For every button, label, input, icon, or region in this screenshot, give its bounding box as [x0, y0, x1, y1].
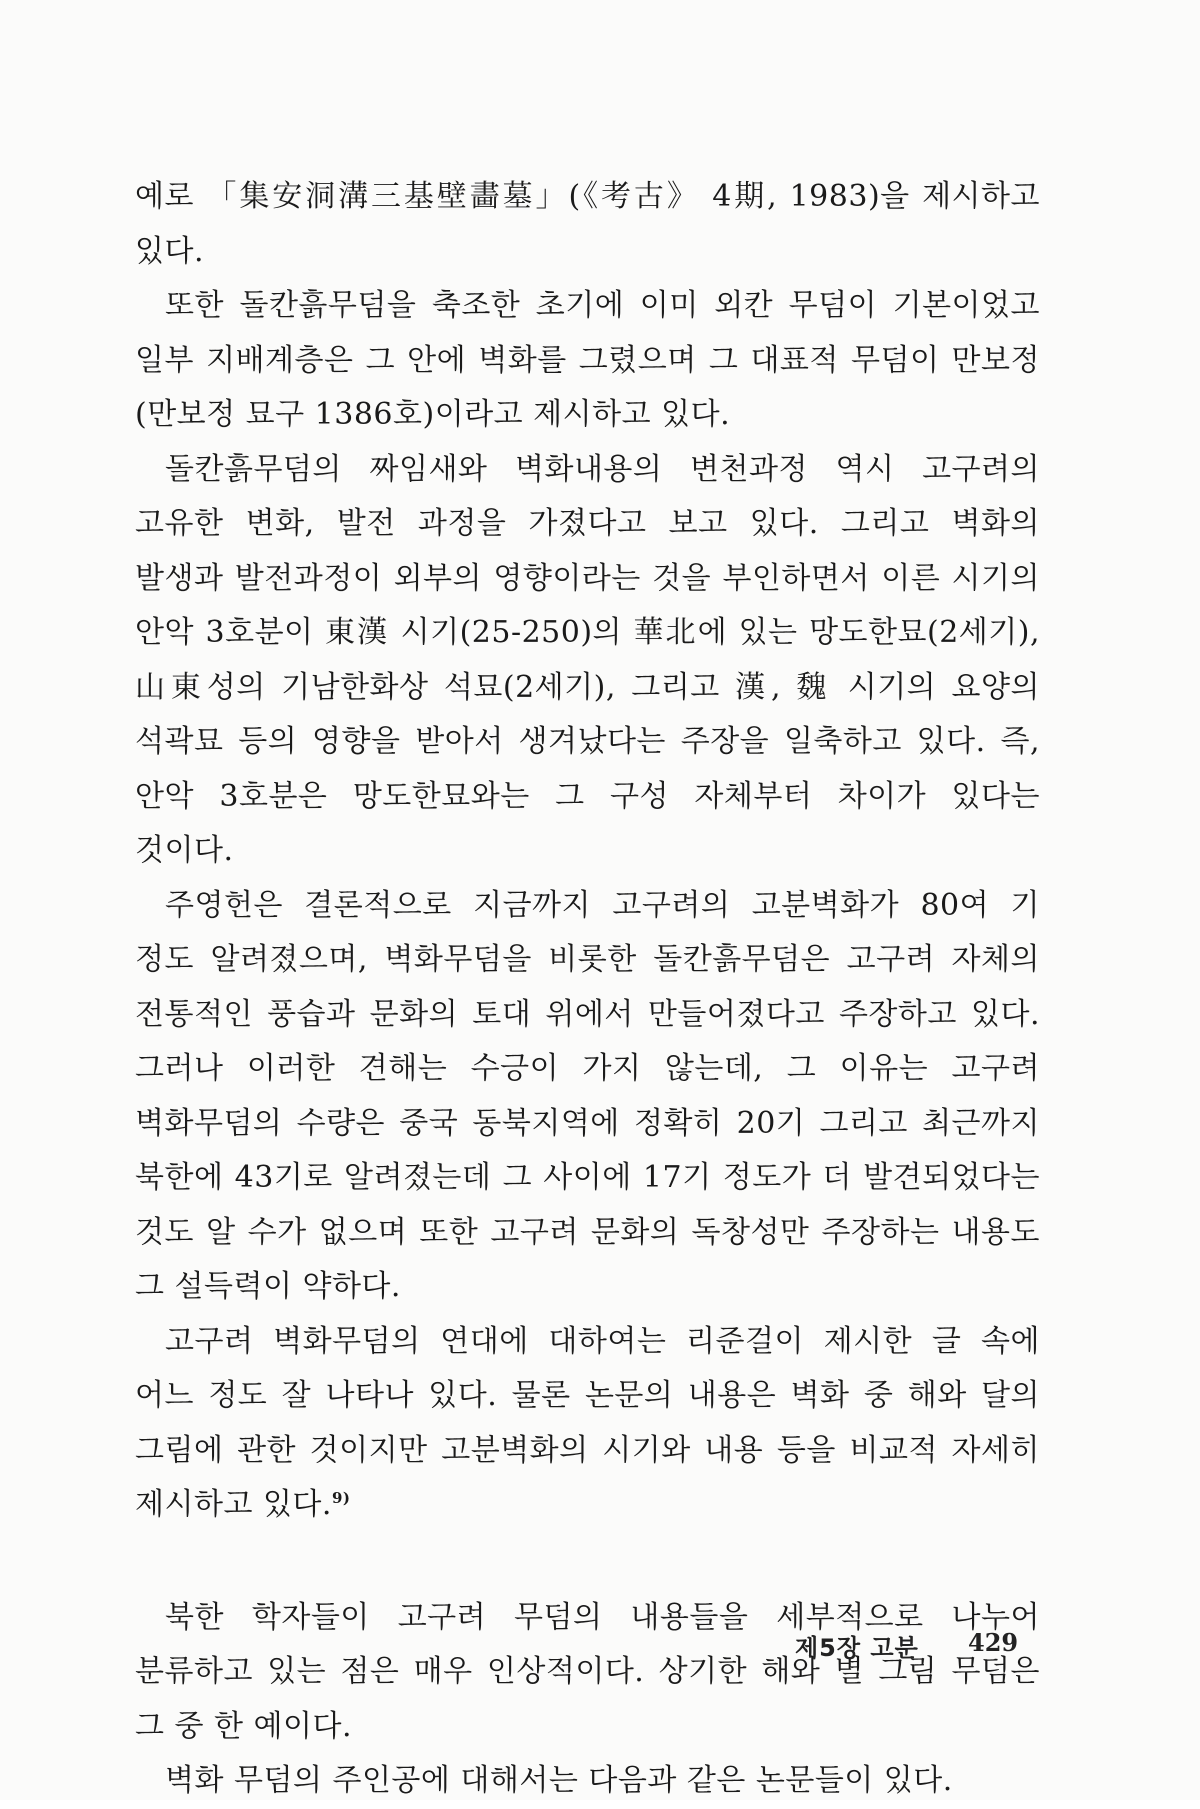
paragraph-6: 북한 학자들이 고구려 무덤의 내용들을 세부적으로 나누어 분류하고 있는 점은 매우 인상적이다. 상기한 해와 별 그림 무덤은 그 중 한 예이다. [135, 1599, 1040, 1744]
footnote-marker: 9) [331, 1489, 351, 1507]
paragraph-3: 돌칸흙무덤의 짜임새와 벽화내용의 변천과정 역시 고구려의 고유한 변화, 발전 과정을 가졌다고 보고 있다. 그리고 벽화의 발생과 발전과정이 외부의 영향이라는 것을 부인하면서 이른 시기의 안악 3호분이 東漢 시기(25-250)의 華北에 있는 망도한묘(2세기), 山東성의 기남한화상 석묘(2세기), 그리고 漢, 魏 시기의 요양의 석곽묘 등의 영향을 받아서 생겨났다는 주장을 일축하고 있다. 즉, 안악 3호분은 망도한묘와는 그 구성 자체부터 차이가 있다는 것이다. [135, 451, 1040, 868]
paragraph-1: 예로 「集安洞溝三基壁畵墓」(《考古》 4期, 1983)을 제시하고 있다. [135, 179, 1040, 269]
page-number: 429 [968, 1628, 1019, 1657]
chapter-title: 제5장 고분 [795, 1634, 919, 1662]
body-text [135, 170, 1040, 1809]
paragraph-5 [135, 1315, 1040, 1533]
section-gap [135, 1533, 1040, 1591]
paragraph-2: 또한 돌칸흙무덤을 축조한 초기에 이미 외칸 무덤이 기본이었고 일부 지배계층은 그 안에 벽화를 그렸으며 그 대표적 무덤이 만보정(만보정 묘구 1386호)이라고 제시하고 있다. [135, 288, 1040, 432]
paragraph-5-text: 고구려 벽화무덤의 연대에 대하여는 리준걸이 제시한 글 속에 어느 정도 잘 나타나 있다. 물론 논문의 내용은 벽화 중 해와 달의 그림에 관한 것이지만 고분벽화의 시기와 내용 등을 비교적 자세히 제시하고 있다. [135, 1323, 1040, 1522]
paragraph-4: 주영헌은 결론적으로 지금까지 고구려의 고분벽화가 80여 기 정도 알려졌으며, 벽화무덤을 비롯한 돌칸흙무덤은 고구려 자체의 전통적인 풍습과 문화의 토대 위에서 만들어졌다고 주장하고 있다. 그러나 이러한 견해는 수긍이 가지 않는데, 그 이유는 고구려 벽화무덤의 수량은 중국 동북지역에 정확히 20기 그리고 최근까지 북한에 43기로 알려졌는데 그 사이에 17기 정도가 더 발견되었다는 것도 알 수가 없으며 또한 고구려 문화의 독창성만 주장하는 내용도 그 설득력이 약하다. [135, 887, 1040, 1304]
paragraph-7: 벽화 무덤의 주인공에 대해서는 다음과 같은 논문들이 있다. [165, 1763, 953, 1798]
page-footer [0, 1628, 1200, 1668]
